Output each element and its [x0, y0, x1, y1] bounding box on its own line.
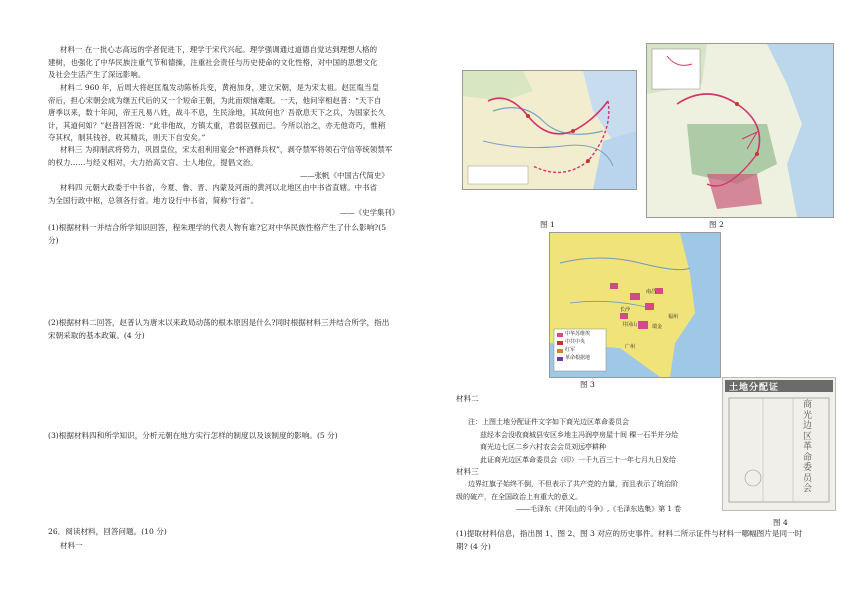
legend-2: 中共中央 [565, 339, 586, 345]
citation-1: ——张帆《中国古代简史》 [300, 171, 389, 180]
figure-3-caption: 图 3 [580, 380, 595, 389]
map-3-label-2: 长沙 [620, 307, 631, 313]
citation-3: ——毛泽东《井冈山的斗争》,《毛泽东选集》第 1 卷 [516, 505, 682, 513]
question-1: (1)根据材料一并结合所学知识回答，程朱理学的代表人物有谁?它对中华民族性格产生了什么影响?(5 分) [48, 223, 387, 245]
question-2: (2)根据材料二回答，赵普认为唐末以来政局动荡的根本原因是什么?同时根据材料三并结合所学，指出 宋朝采取的基本政策。(4 分) [48, 318, 390, 340]
material-3-label: 材料三 [456, 467, 479, 476]
legend-4: 革命根据地 [565, 355, 591, 361]
certificate-top: 土地分配证 [729, 383, 780, 393]
figure-1-caption: 图 1 [540, 220, 555, 229]
material-1-label: 材料一 [60, 541, 83, 550]
material-3: 材料三 为抑制武将势力，巩固皇位，宋太祖利用宴会“杯酒释兵权”，剥夺禁军将领石守信等统领禁军 的权力……与经义相对，大力抬高文官、士人地位，提倡文治。 [48, 145, 393, 167]
right-column [430, 0, 860, 595]
certificate-title: 商光边区革命委员会 [803, 400, 813, 494]
map-2-graphic [647, 44, 833, 217]
question-3: (3)根据材料四和所学知识，分析元朝在地方实行怎样的制度以及该制度的影响。(5 分) [48, 431, 338, 440]
certificate-note: 注：上图土地分配证件文字如下商光边区革命委员会 兹经本会没收商城县安区乡地主冯润亭房屋十间 稞一石半并分给 商光边七区二乡六村农会会员刘远亭耕种 此证商光边区革命委员会（印）一千九百三十一年七月九日发给 [468, 418, 679, 464]
map-3-label-4: 井冈山 [622, 322, 638, 328]
material-2-label: 材料二 [456, 394, 479, 403]
certificate-image [722, 377, 836, 511]
map-figure-1 [462, 70, 637, 190]
map-3-label-1: 南昌 [646, 289, 657, 295]
map-1-graphic [463, 71, 636, 189]
map-3-label-5: 广州 [625, 344, 636, 350]
question-26: 26．阅读材料，回答问题。(10 分) [48, 527, 167, 536]
figure-4-caption: 图 4 [773, 518, 788, 527]
material-3-text: 边界红旗子始终不倒，不但表示了共产党的力量，而且表示了统治阶 级的破产，在全国政治上有重大的意义。 [456, 480, 678, 501]
map-3-label-3: 瑞金 [652, 324, 663, 330]
figure-2-caption: 图 2 [709, 220, 724, 229]
map-figure-2 [646, 43, 834, 218]
material-4: 材料四 元朝大政委于中书省，今夏、鲁、晋、内蒙及河南的黄河以北地区由中书省直辖。中书省 为全国行政中枢，总领各行省。地方设行中书省，简称“行省”。 [48, 183, 378, 205]
material-2: 材料二 960 年，后周大将赵匡胤发动陈桥兵变，黄袍加身，建立宋朝，是为宋太祖。赵匡胤当皇 帝后，担心宋朝会成为继五代后的又一个短命王朝，为此而烦恼难眠。一天，他问宰相赵普：“天下自 唐季以来，数十年间，帝王凡易八姓，战斗不息，生民涂地，其故何也？吾欲息天下之兵，为国家长久 计，其道何如？”赵普回答说：“此非他故，方镇太重，君弱臣强而已。今所以治之，亦无他奇巧，惟稍 夺其权，制其钱谷，收其精兵，则天下自安矣。” [48, 83, 386, 143]
map-figure-3 [549, 232, 721, 378]
question-26-1: (1)提取材料信息，指出图 1、图 2、图 3 对应的历史事件。材料二所示证件与材料一哪幅图片是同一时 期? (4 分) [456, 529, 803, 551]
map-3-label-6: 福州 [668, 314, 679, 320]
citation-2: ——《史学集刊》 [340, 208, 400, 217]
material-1: 材料一 在一批心志高远的学者促进下，理学于宋代兴起。理学强调通过道德自觉达到理想人格的 建树，也强化了中华民族注重气节和德操，注重社会责任与历史使命的文化性格，对中国的思想文化 及社会生活产生了深远影响。 [48, 45, 378, 80]
legend-3: 红军 [565, 347, 576, 353]
certificate-graphic [723, 378, 835, 510]
legend-1: 中华苏维埃 [565, 331, 591, 337]
